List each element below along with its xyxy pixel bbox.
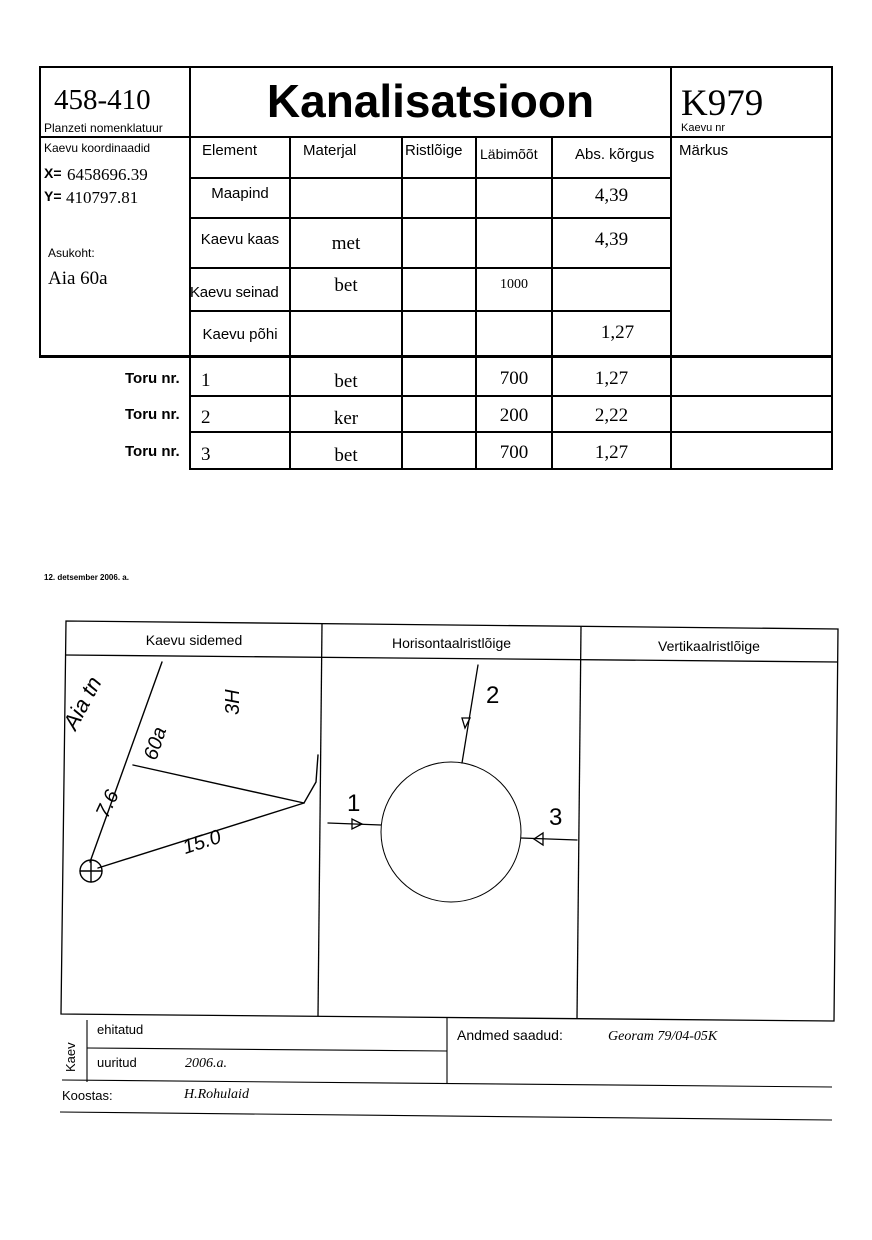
long-distance-handwriting: 15.0	[180, 825, 224, 859]
row-abs-height: 4,39	[594, 185, 629, 206]
pipe-1-handwriting: 1	[347, 790, 361, 817]
short-distance-handwriting: 7.6	[92, 786, 124, 822]
column-header-cross-section: Ristlõige	[405, 142, 463, 159]
location-value: Aia 60a	[48, 268, 108, 289]
lot-number-handwriting: 60a	[140, 724, 172, 763]
pipe-material: bet	[334, 445, 358, 466]
location-label: Asukoht:	[48, 246, 95, 260]
compiled-value: H.Rohulaid	[184, 1087, 249, 1102]
well-number-label: Kaevu nr	[681, 122, 726, 134]
pipe-number: 2	[201, 407, 211, 428]
row-abs-height: 4,39	[594, 229, 629, 250]
pipe-abs-height: 1,27	[594, 442, 629, 463]
row-abs-height: 1,27	[600, 322, 635, 343]
column-header-material: Materjal	[303, 142, 357, 159]
pipe-diameter: 700	[499, 442, 529, 463]
built-label: ehitatud	[97, 1022, 144, 1037]
document-title: Kanalisatsioon	[266, 75, 595, 127]
sheet-number: 458-410	[54, 84, 151, 116]
pipe-diameter: 200	[499, 405, 529, 426]
pipe-3-handwriting: 3	[549, 804, 563, 831]
sheet-number-label: Planzeti nomenklatuur	[44, 121, 163, 135]
column-header-element: Element	[202, 142, 258, 159]
y-coordinate-label: Y=	[44, 188, 62, 204]
row-diameter: 1000	[500, 277, 528, 292]
surveyed-label: uuritud	[97, 1055, 137, 1070]
well-number: K979	[681, 83, 764, 124]
pipe-label: Toru nr.	[125, 443, 180, 460]
connections-title: Kaevu sidemed	[145, 632, 243, 648]
well-label: Kaev	[63, 1042, 78, 1072]
pipe-number: 3	[201, 444, 211, 465]
pipe-number: 1	[201, 370, 211, 391]
pipe-abs-height: 1,27	[594, 368, 629, 389]
pipe-label: Toru nr.	[125, 370, 180, 387]
data-source-label: Andmed saadud:	[457, 1027, 563, 1043]
y-coordinate-value: 410797.81	[66, 188, 139, 207]
row-element: Maapind	[211, 185, 269, 202]
data-source-value: Georam 79/04-05K	[608, 1029, 718, 1044]
street-name-handwriting: Aia tn	[58, 672, 107, 734]
column-header-remarks: Märkus	[679, 142, 729, 159]
vertical-section-title: Vertikaalristlõige	[658, 638, 760, 654]
surveyed-value: 2006.a.	[185, 1056, 227, 1071]
document-date: 12. detsember 2006. a.	[44, 573, 129, 582]
row-material: bet	[334, 275, 358, 296]
coordinates-label: Kaevu koordinaadid	[44, 141, 151, 155]
pipe-2-handwriting: 2	[486, 682, 500, 709]
horizontal-section-title: Horisontaalristlõige	[391, 635, 512, 651]
row-material: met	[331, 233, 361, 254]
column-header-diameter: Läbimõõt	[480, 146, 538, 162]
pipe-label: Toru nr.	[125, 406, 180, 423]
column-header-abs-height: Abs. kõrgus	[575, 146, 655, 163]
row-element: Kaevu seinad	[190, 284, 279, 301]
row-element: Kaevu põhi	[202, 326, 278, 343]
pipe-material: bet	[334, 371, 358, 392]
x-coordinate-value: 6458696.39	[67, 165, 148, 184]
x-coordinate-label: X=	[44, 165, 62, 181]
row-element: Kaevu kaas	[200, 231, 280, 248]
pipe-abs-height: 2,22	[594, 405, 629, 426]
pipe-material: ker	[333, 408, 359, 429]
pipe-diameter: 700	[499, 368, 529, 389]
compiled-label: Koostas:	[62, 1088, 113, 1103]
house-number-handwriting: 3H	[222, 689, 244, 715]
